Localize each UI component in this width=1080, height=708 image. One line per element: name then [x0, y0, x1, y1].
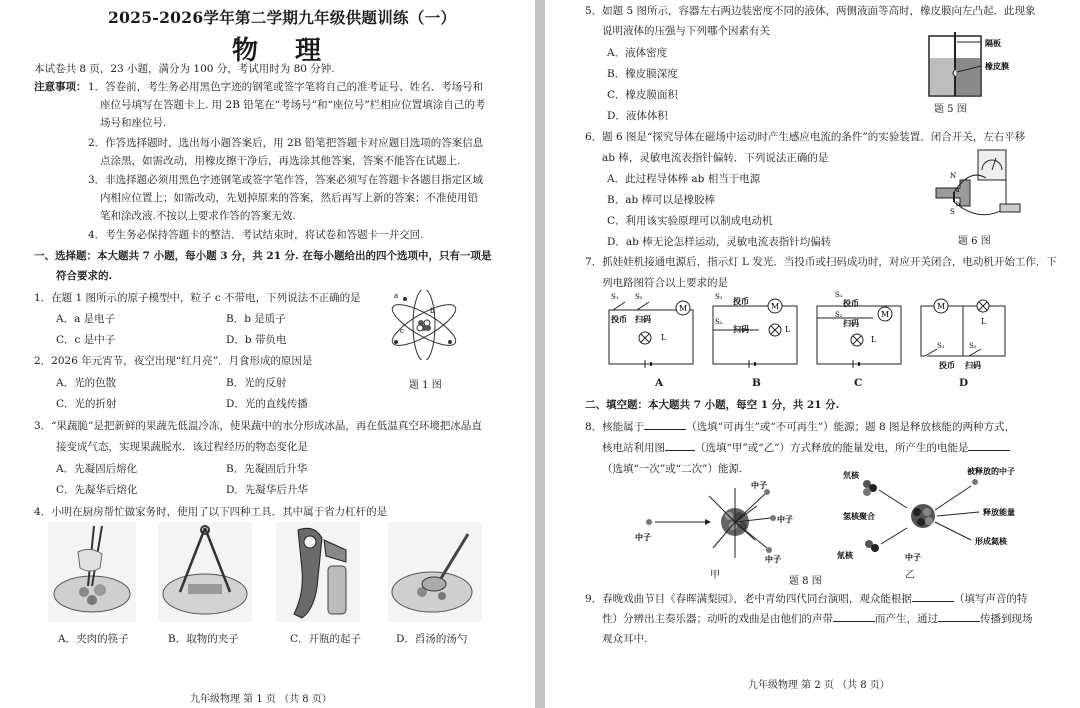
answer-blank[interactable]: [833, 611, 875, 622]
switch-s1-label: S₁: [715, 293, 723, 301]
q4-option-a: A．夹肉的筷子: [58, 633, 129, 645]
q2-option-c: C．光的折射: [56, 398, 117, 410]
q1-option-d: D．b 带负电: [226, 334, 287, 346]
motor-symbol: M: [937, 302, 946, 311]
atom-label-a: a: [394, 292, 399, 300]
atom-label-b: b: [430, 307, 435, 315]
answer-blank[interactable]: [938, 611, 980, 622]
fusion-neutron-label: 中子: [905, 552, 921, 562]
fission-diagram: [635, 480, 793, 564]
notice-line: 内相应位置上；如需改动，先划掉原来的答案，然后再写上新的答案；不准使用铅: [100, 192, 478, 204]
answer-blank[interactable]: [968, 440, 1010, 451]
motor-symbol: M: [881, 310, 890, 319]
notice-line: 3．非选择题必须用黑色字迹钢笔或签字笔作答，答案必须写在答题卡各题目指定区域: [88, 174, 484, 186]
q1-option-b: B．b 是质子: [226, 313, 286, 325]
answer-blank[interactable]: [644, 419, 686, 430]
q9-text: 传播到现场: [980, 613, 1033, 625]
lamp-symbol: L: [661, 333, 667, 342]
fusion-label: 氢核聚合: [843, 511, 875, 521]
tritium-label: 氚核: [837, 550, 853, 560]
pole-s-label: S: [950, 208, 955, 216]
q3-option-b: B．先凝固后升华: [226, 463, 308, 475]
coin-label: 投币: [611, 314, 627, 324]
q9-text: 性）分辨出主奏乐器；动听的戏曲是由他们的声带: [602, 613, 833, 625]
fusion-caption: 乙: [905, 570, 915, 581]
switch-s1-label: S₁: [835, 291, 843, 299]
circuit-label-d: D: [959, 377, 969, 389]
section-1-heading-cont: 符合要求的.: [56, 270, 113, 282]
bottle-opener-photo: [276, 522, 360, 622]
lamp-symbol: L: [871, 335, 877, 344]
fission-neutron-label: 中子: [777, 514, 793, 524]
scan-label: 扫码: [965, 360, 981, 370]
switch-s2-label: S₂: [635, 293, 643, 301]
q8-text: 8．核能属于: [585, 421, 645, 433]
q8-caption: 题 8 图: [789, 576, 822, 587]
q8-line-2: [602, 440, 1010, 455]
fission-caption: 甲: [710, 570, 720, 581]
membrane-label: 橡皮膜: [985, 61, 1009, 71]
atom-label-c: c: [400, 327, 404, 335]
q2-stem: 2．2026 年元宵节，夜空出现“红月亮”．月食形成的原因是: [34, 355, 313, 367]
motor-symbol: M: [771, 302, 780, 311]
notice-label: 注意事项：: [34, 81, 87, 93]
notice-line: 4．考生务必保持答题卡的整洁．考试结束时，将试卷和答题卡一并交回.: [88, 229, 424, 241]
q4-stem: 4．小明在厨房帮忙做家务时，使用了以下四种工具．其中属于省力杠杆的是: [34, 506, 388, 518]
q6-option-c: C．利用该实验原理可以制成电动机: [607, 215, 773, 227]
circuit-label-c: C: [854, 377, 863, 389]
circuit-option-c: [813, 290, 905, 372]
q3-stem: 3．“果蔬脆”是把新鲜的果蔬先低温冷冻，使果蔬中的水分形成冰晶，再在低温真空环境把冰晶直: [34, 420, 482, 432]
atom-model-figure: [384, 290, 464, 360]
answer-blank[interactable]: [665, 440, 695, 451]
q5-stem: 5．如题 5 图所示，容器左右两边装密度不同的液体，两侧液面等高时，橡皮膜向左凸起．此现象: [585, 5, 1036, 17]
q3-option-a: A．先凝固后熔化: [56, 463, 138, 475]
coin-label: 投币: [843, 298, 859, 308]
switch-s1-label: S₁: [611, 293, 619, 301]
q7-stem: 7．抓娃娃机接通电源后，指示灯 L 发光．当投币或扫码成功时，对应开关闭合，电动机开始工作．下: [585, 256, 1057, 268]
q5-option-c: C．橡皮膜面积: [607, 89, 679, 101]
q8-line-3: （选填“一次”或“二次”）能源.: [602, 463, 743, 475]
page-1-footer: 九年级物理 第 1 页 （共 8 页）: [190, 694, 332, 705]
released-neutron-label: 被释放的中子: [967, 466, 1015, 476]
q2-option-d: D．光的直线传播: [226, 398, 308, 410]
q2-option-a: A．光的色散: [56, 377, 117, 389]
q8-text: （选填“可再生”或“不可再生”）能源；题 8 图是释放核能的两种方式，: [686, 421, 1016, 433]
rod-end-b-label: b: [956, 201, 960, 208]
exam-page-2: [545, 0, 1080, 708]
q6-stem: 6．题 6 图是“探究导体在磁场中运动时产生感应电流的条件”的实验装置．闭合开关，左右平移: [585, 131, 1026, 143]
q2-option-b: B．光的反射: [226, 377, 287, 389]
q9-line-2: [602, 611, 1033, 626]
notice-line: 2．作答选择题时，选出每小题答案后，用 2B 铅笔把答题卡对应题目选项的答案信息: [88, 137, 484, 149]
exam-page-1: [0, 0, 535, 708]
lamp-symbol: L: [981, 317, 987, 326]
q9-text: 9．春晚戏曲节目《春晖满梨园》，老中青幼四代同台演唱，观众能根据: [585, 593, 912, 605]
switch-s2-label: S₂: [835, 311, 843, 319]
tongs-photo: [158, 522, 252, 622]
q5-caption: 题 5 图: [934, 104, 967, 115]
coin-label: 投币: [939, 360, 955, 370]
q9-line-1: [585, 591, 1027, 606]
chopsticks-photo: [48, 522, 136, 622]
answer-blank[interactable]: [912, 591, 954, 602]
q3-option-c: C．先凝华后熔化: [56, 484, 138, 496]
incoming-neutron-label: 中子: [635, 532, 651, 542]
notice-line: 场号和座位号.: [100, 117, 167, 129]
energy-label: 释放能量: [983, 507, 1015, 517]
q8-line-1: [585, 419, 1015, 434]
motor-symbol: M: [679, 304, 688, 313]
fission-neutron-label: 中子: [751, 480, 767, 490]
exam-title: 2025-2026学年第二学期九年级供题训练（一）: [108, 8, 457, 27]
scan-label: 扫码: [733, 324, 749, 334]
circuit-option-a: [605, 290, 697, 372]
q7-stem-cont: 列电路图符合以上要求的是: [602, 277, 728, 289]
partition-label: 隔板: [985, 38, 1001, 48]
ladle-photo: [388, 522, 482, 622]
coin-label: 投币: [733, 296, 749, 306]
subject-title: 物 理: [232, 36, 336, 66]
notice-line: 1．答卷前，考生务必用黑色字迹的钢笔或签字笔将自己的准考证号、姓名、考场号和: [88, 81, 484, 93]
q4-option-c: C．开瓶的起子: [290, 633, 362, 645]
notice-line: 座位号填写在答题卡上. 用 2B 铅笔在“考场号”和“座位号”栏相应位置填涂自己的考: [100, 99, 486, 111]
q1-option-a: A．a 是电子: [56, 313, 116, 325]
q9-text: （填写声音的特: [953, 593, 1028, 605]
section-2-heading: 二、填空题：本大题共 7 小题，每空 1 分，共 21 分.: [585, 399, 840, 411]
induction-apparatus-figure: [930, 148, 1040, 230]
circuit-option-d: [917, 290, 1009, 372]
exam-intro: 本试卷共 8 页，23 小题，满分为 100 分，考试用时为 80 分钟.: [34, 63, 335, 75]
circuit-option-b: [709, 290, 801, 372]
section-1-heading: 一、选择题：本大题共 7 小题，每小题 3 分，共 21 分. 在每小题给出的四个选项中，只有一项是: [34, 250, 492, 262]
switch-s2-label: S₂: [715, 318, 723, 326]
fission-neutron-label: 中子: [765, 554, 781, 564]
circuit-label-b: B: [752, 377, 761, 389]
q4-option-d: D．舀汤的汤勺: [396, 633, 468, 645]
rod-end-a-label: a: [956, 187, 960, 194]
lamp-symbol: L: [785, 325, 791, 334]
container-figure: [925, 30, 1045, 100]
fusion-diagram: [836, 466, 1015, 562]
q5-option-d: D．液体体积: [607, 110, 668, 122]
notice-line: 点涂黑，如需改动，用橡皮擦干净后，再选涂其他答案，答案不能答在试题上.: [100, 155, 461, 167]
nuclear-energy-figure: [605, 466, 1045, 570]
q4-option-b: B．取物的夹子: [168, 633, 239, 645]
page-gutter: [535, 0, 545, 708]
q9-line-3: 观众耳中.: [602, 633, 648, 645]
pole-n-label: N: [950, 172, 957, 180]
q3-stem-cont: 接变成气态，实现果蔬脱水．该过程经历的物态变化是: [56, 441, 308, 453]
q5-option-a: A．液体密度: [607, 47, 668, 59]
q6-option-b: B．ab 棒可以是橡胶棒: [607, 194, 716, 206]
page-2-footer: 九年级物理 第 2 页 （共 8 页）: [748, 680, 890, 691]
notice-line: 笔和涂改液.不按以上要求作答的答案无效.: [100, 210, 296, 222]
q6-option-d: D．ab 棒无论怎样运动，灵敏电流表指针均偏转: [607, 236, 832, 248]
deuterium-label: 氘核: [843, 470, 859, 480]
q8-text: 核电站利用图: [602, 442, 665, 454]
q9-text: 而产生，通过: [875, 613, 938, 625]
q3-option-d: D．先凝华后升华: [226, 484, 308, 496]
q6-option-a: A．此过程导体棒 ab 相当于电源: [607, 173, 761, 185]
switch-s2-label: S₂: [969, 342, 977, 350]
q1-caption: 题 1 图: [409, 380, 442, 391]
q6-stem-cont: ab 棒，灵敏电流表指针偏转．下列说法正确的是: [602, 152, 829, 164]
q5-stem-cont: 说明液体的压强与下列哪个因素有关: [602, 25, 770, 37]
scan-label: 扫码: [635, 314, 651, 324]
q8-text: （选填“甲”或“乙”）方式释放的能量发电，所产生的电能是: [695, 442, 969, 454]
circuit-label-a: A: [655, 377, 664, 389]
q1-stem: 1．在题 1 图所示的原子模型中，粒子 c 不带电，下列说法不正确的是: [34, 292, 361, 304]
q6-caption: 题 6 图: [958, 236, 991, 247]
q1-option-c: C．c 是中子: [56, 334, 116, 346]
switch-s1-label: S₁: [937, 342, 945, 350]
q5-option-b: B．橡皮膜深度: [607, 68, 678, 80]
scan-label: 扫码: [843, 318, 859, 328]
helium-label: 形成氦核: [975, 536, 1007, 546]
